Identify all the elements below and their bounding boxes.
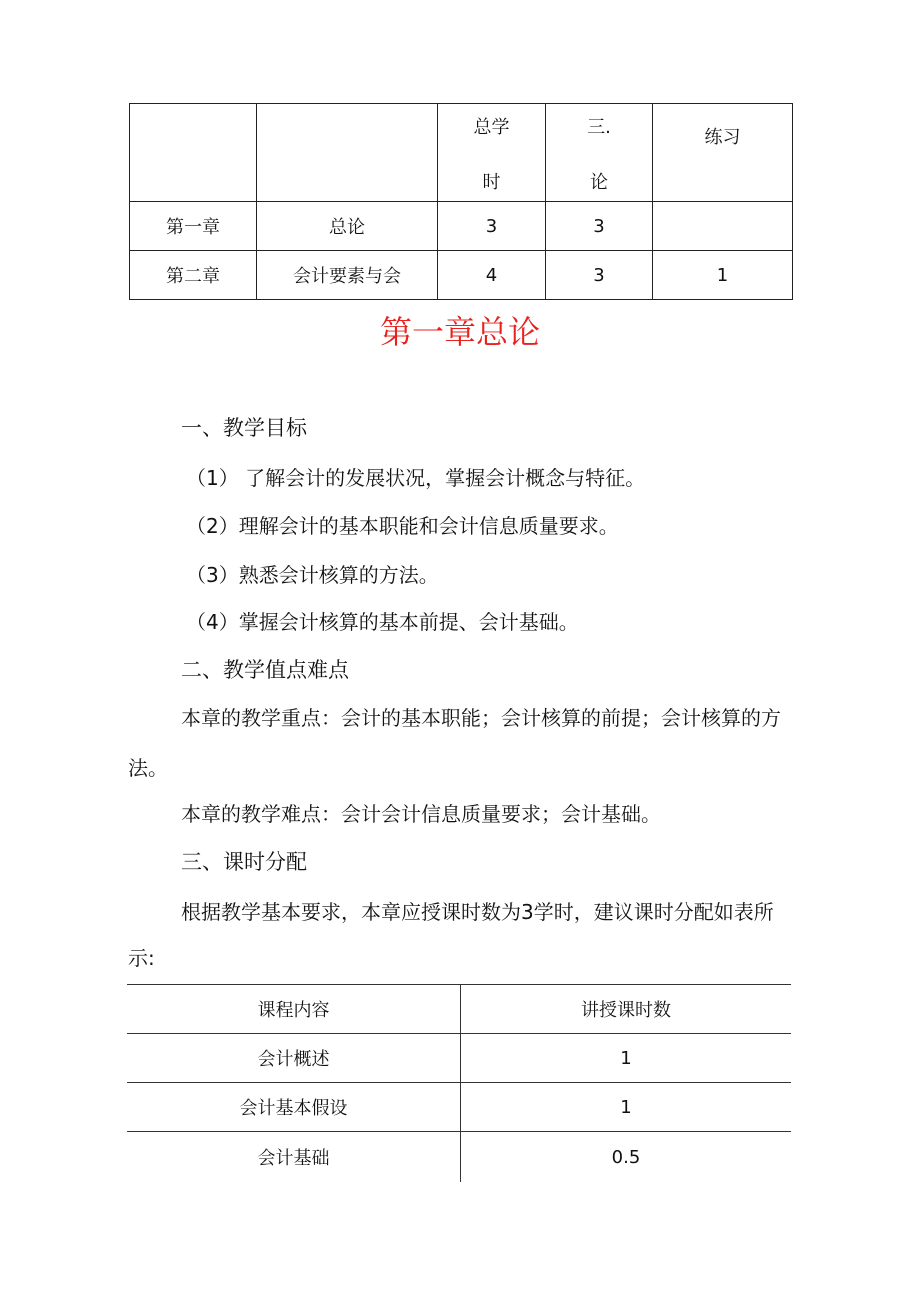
course-hours-table <box>129 103 793 300</box>
table-row <box>130 251 793 300</box>
header-total-hours <box>438 104 546 202</box>
header-cell-empty-2 <box>257 104 438 202</box>
objective-item-4: （4）掌握会计核算的基本前提、会计基础。 <box>186 610 579 634</box>
hours-allocation-table <box>127 984 791 1182</box>
row2-practice: 1 <box>653 251 793 300</box>
table-row <box>127 1083 791 1132</box>
table-row <box>127 1132 791 1183</box>
section-heading-allocation: 三、课时分配 <box>181 850 307 874</box>
objective-item-1: （1） 了解会计的发展状况，掌握会计概念与特征。 <box>186 466 646 490</box>
header-total-hours-line2: 时 <box>482 172 501 193</box>
row1-content: 会计概述 <box>127 1034 461 1083</box>
row2-chapter: 第二章 <box>130 251 257 300</box>
row1-total: 3 <box>438 202 546 251</box>
objective-item-3: （3）熟悉会计核算的方法。 <box>186 563 439 587</box>
header-course-content: 课程内容 <box>127 985 461 1034</box>
row1-chapter: 第一章 <box>130 202 257 251</box>
row1-practice <box>653 202 793 251</box>
header-practice <box>653 104 793 202</box>
allocation-text-line2: 示: <box>128 946 155 970</box>
header-cell-empty-1 <box>130 104 257 202</box>
objective-item-2: （2）理解会计的基本职能和会计信息质量要求。 <box>186 514 619 538</box>
row2-theory: 3 <box>546 251 653 300</box>
header-practice-label: 练习 <box>704 127 741 148</box>
header-theory <box>546 104 653 202</box>
chapter-title: 第一章总论 <box>379 313 540 351</box>
header-lecture-hours: 讲授课时数 <box>461 985 792 1034</box>
row1-theory: 3 <box>546 202 653 251</box>
row1-title: 总论 <box>257 202 438 251</box>
row2-content: 会计基本假设 <box>127 1083 461 1132</box>
header-theory-line2: 论 <box>590 172 608 193</box>
key-points-line1: 本章的教学重点：会计的基本职能；会计核算的前提；会计核算的方 <box>181 706 781 730</box>
table-row <box>127 1034 791 1083</box>
section-heading-key-points: 二、教学值点难点 <box>181 658 349 682</box>
table-row <box>130 202 793 251</box>
row2-title: 会计要素与会 <box>257 251 438 300</box>
difficult-points: 本章的教学难点：会计会计信息质量要求；会计基础。 <box>181 802 661 826</box>
table-header-row <box>130 104 793 202</box>
table-header-row <box>127 985 791 1034</box>
row1-hours: 1 <box>461 1034 792 1083</box>
allocation-text-line1: 根据教学基本要求，本章应授课时数为3学时，建议课时分配如表所 <box>181 900 774 924</box>
header-theory-line1: 三. <box>587 117 611 138</box>
header-total-hours-line1: 总学 <box>473 117 510 138</box>
row3-content: 会计基础 <box>127 1132 461 1183</box>
row2-total: 4 <box>438 251 546 300</box>
key-points-line2: 法。 <box>128 756 168 780</box>
row3-hours: 0.5 <box>611 1146 641 1168</box>
row2-hours: 1 <box>461 1083 792 1132</box>
section-heading-objectives: 一、教学目标 <box>181 416 307 440</box>
